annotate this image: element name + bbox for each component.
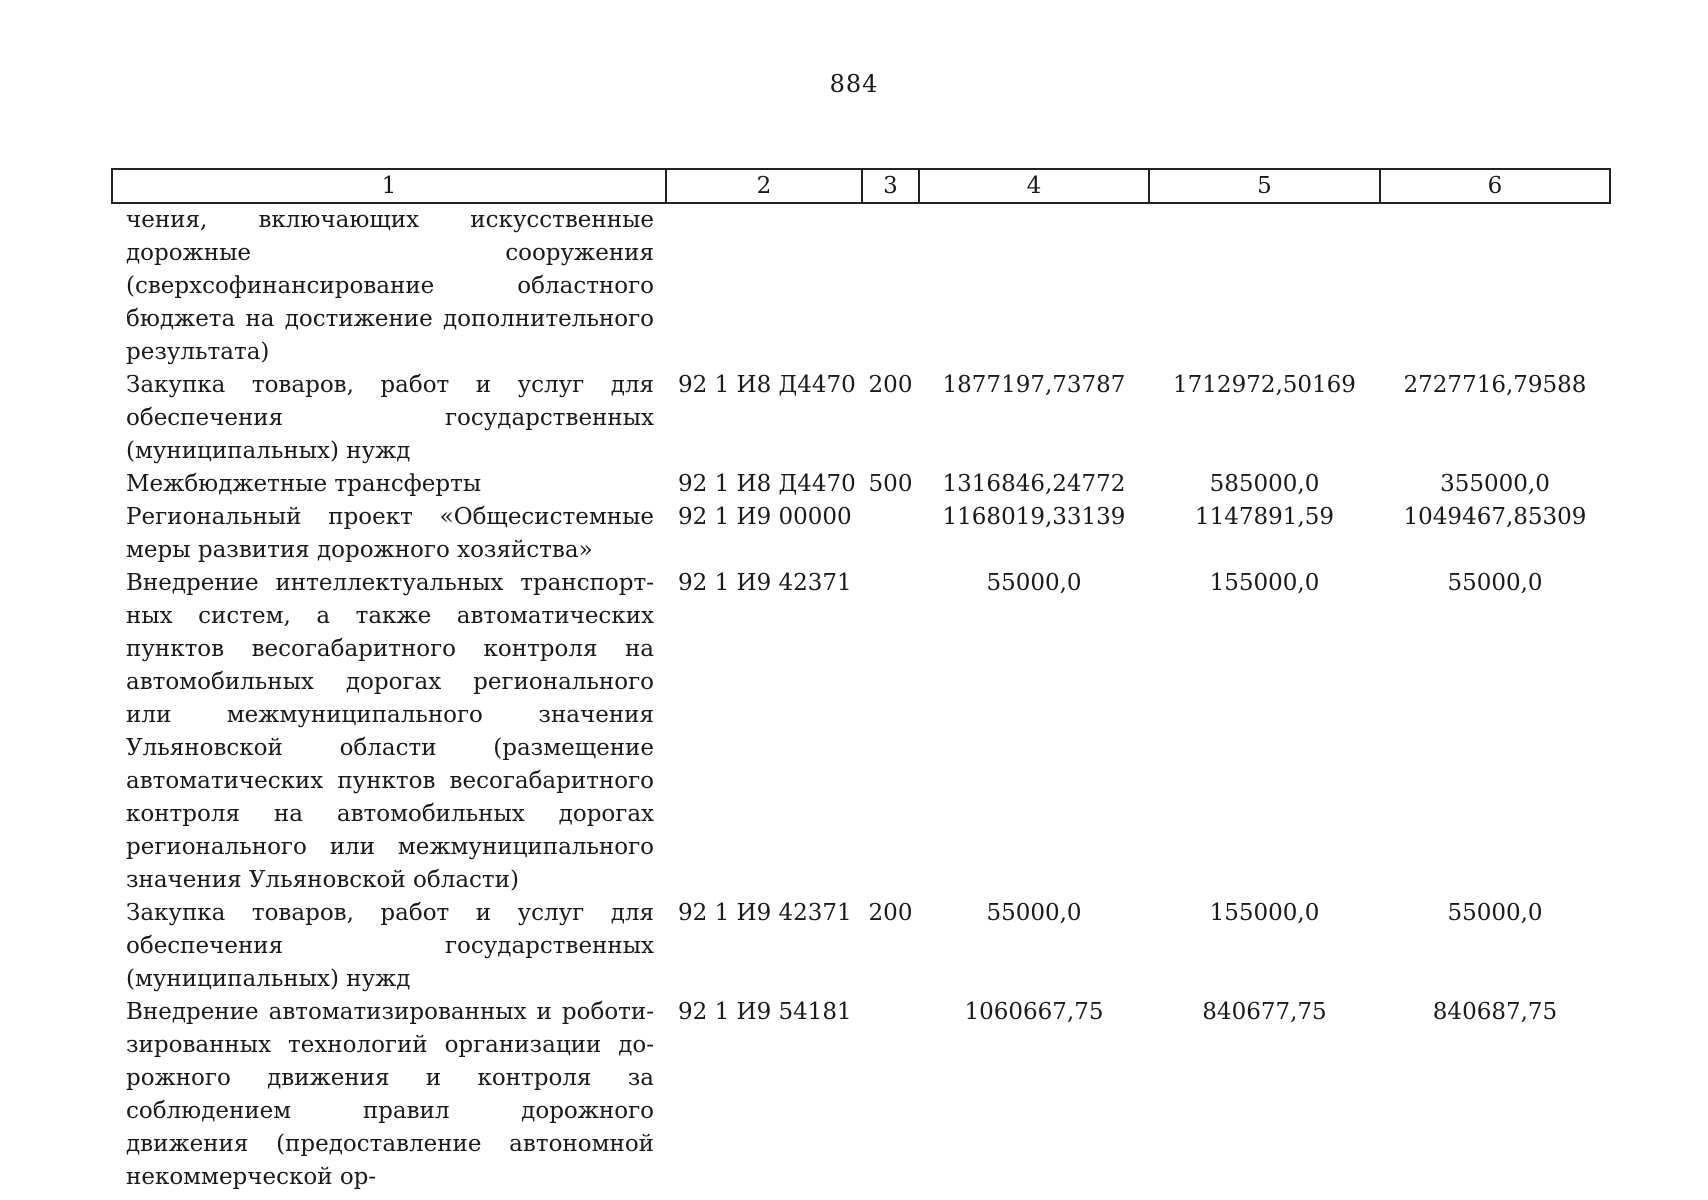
row-name: Закупка товаров, работ и услуг для обеспечения государственных (муниципальных) нужд [126,372,654,464]
table-row [112,897,1610,996]
table-row [112,501,1610,567]
row-value-5: 585000,0 [1209,471,1320,497]
row-code: 92 1 И8 Д4470 [678,471,856,497]
row-name: Внедрение автоматизированных и роботизированных технологий организации дорожного движения и контроля за соблюдением правил дорожного движения (предоставление автономной некоммерческой ор- [126,999,654,1190]
row-value-6: 55000,0 [1447,900,1543,926]
row-value-5 [1149,203,1380,369]
row-value-6: 55000,0 [1447,570,1543,596]
header-col-6: 6 [1380,169,1610,203]
row-name: Межбюджетные трансферты [126,471,482,497]
row-value-5: 155000,0 [1209,570,1320,596]
row-value-4: 55000,0 [986,900,1082,926]
row-type [862,567,919,897]
header-col-3: 3 [862,169,919,203]
row-value-6: 1049467,85309 [1403,504,1587,530]
row-value-4: 55000,0 [986,570,1082,596]
budget-table [111,168,1611,1194]
row-type [862,501,919,567]
row-code: 92 1 И9 54181 [678,999,852,1025]
row-value-4: 1168019,33139 [942,504,1126,530]
row-type: 200 [868,900,913,926]
row-type [862,996,919,1194]
row-value-6: 840687,75 [1432,999,1558,1025]
header-col-5: 5 [1149,169,1380,203]
header-col-2: 2 [666,169,862,203]
header-col-1: 1 [112,169,666,203]
row-name: Закупка товаров, работ и услуг для обеспечения государственных (муниципальных) нужд [126,900,654,992]
page-number: 884 [829,70,879,98]
table-row [112,996,1610,1194]
row-code: 92 1 И9 00000 [678,504,852,530]
row-value-6: 355000,0 [1440,471,1550,497]
row-type: 200 [868,372,913,398]
row-code: 92 1 И8 Д4470 [678,372,856,398]
row-value-4: 1060667,75 [964,999,1104,1025]
table-row [112,369,1610,468]
row-value-5: 840677,75 [1202,999,1327,1025]
row-name: Региональный проект «Общесистемные меры развития дорожного хозяйства» [126,504,654,563]
row-value-4: 1877197,73787 [942,372,1126,398]
row-value-5: 155000,0 [1209,900,1320,926]
row-name: Внедрение интеллектуальных транспортных систем, а также автоматических пунктов весогабаритного контроля на автомобильных дорогах регионального или межмуниципального значения Ульяновской области (размещение автоматических пунктов весогабаритного контроля на автомобильных дорогах регионального или межмуниципального значения Ульяновской области) [126,570,654,893]
table-row [112,468,1610,501]
row-code [666,203,862,369]
row-value-4 [919,203,1149,369]
header-col-4: 4 [919,169,1149,203]
table-row [112,567,1610,897]
row-name: чения, включающих искусственные дорожные сооружения (сверхсофинансирование областного бюджета на достижение дополнительного результата) [126,207,654,365]
row-value-5: 1147891,59 [1194,504,1334,530]
table-row [112,203,1610,369]
row-code: 92 1 И9 42371 [678,900,852,926]
row-type: 500 [868,471,913,497]
row-code: 92 1 И9 42371 [678,570,852,596]
row-value-6: 2727716,79588 [1403,372,1587,398]
row-value-5: 1712972,50169 [1173,372,1356,398]
row-value-6 [1380,203,1610,369]
header-row [112,169,1610,203]
row-value-4: 1316846,24772 [942,471,1126,497]
row-type [862,203,919,369]
